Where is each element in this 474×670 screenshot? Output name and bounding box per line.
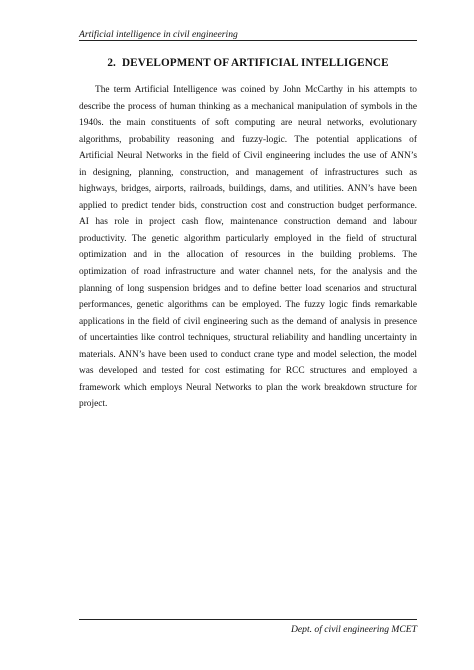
- body-line: highways, bridges, airports, railroads, buildings, dams, and utilities. ANN’s have been: [79, 184, 417, 195]
- body-line: 1940s. the main constituents of soft computing are neural networks, evolutionary: [79, 118, 417, 129]
- body-line: The term Artificial Intelligence was coined by John McCarthy in his attempts to: [95, 85, 417, 95]
- body-paragraph: [79, 82, 417, 413]
- body-line: applied to predict tender bids, construction cost and construction budget performance.: [79, 200, 417, 211]
- body-line: optimization and in the allocation of resources in the building problems. The: [79, 250, 417, 261]
- body-line: algorithms, probability reasoning and fuzzy-logic. The potential applications of: [79, 134, 417, 145]
- body-line: Artificial Neural Networks in the field of Civil engineering includes the use of ANN’s: [79, 151, 417, 162]
- body-line: framework which employs Neural Networks to plan the work breakdown structure for: [79, 382, 417, 393]
- body-line: planning of long suspension bridges and to define better load scenarios and structural: [79, 283, 417, 294]
- section-title: DEVELOPMENT OF ARTIFICIAL INTELLIGENCE: [121, 57, 389, 69]
- body-line: performances, genetic algorithms can be employed. The fuzzy logic finds remarkable: [79, 300, 417, 311]
- body-line: of uncertainties like control techniques, structural reliability and handling uncertainty in: [79, 333, 417, 344]
- header-divider: [79, 40, 417, 41]
- running-header: Artificial intelligence in civil engineering: [79, 29, 238, 40]
- body-line: materials. ANN’s have been used to conduct crane type and model selection, the model: [79, 349, 417, 360]
- footer-divider: [79, 619, 417, 620]
- section-number: 2.: [107, 57, 116, 69]
- section-heading: [79, 56, 417, 70]
- body-line: in designing, planning, construction, and management of infrastructures such as: [79, 167, 417, 178]
- body-line: was developed and tested for cost estimating for RCC structures and employed a: [79, 366, 417, 377]
- body-line: project.: [79, 399, 108, 410]
- body-line: applications in the field of civil engineering such as the demand of analysis in presence: [79, 316, 417, 327]
- body-line: optimization of road infrastructure and water channel nets, for the analysis and the: [79, 267, 417, 278]
- running-footer: Dept. of civil engineering MCET: [290, 624, 417, 635]
- body-line: productivity. The genetic algorithm particularly employed in the field of structural: [79, 233, 417, 244]
- body-line: AI has role in project cash flow, maintenance construction demand and labour: [79, 217, 417, 228]
- body-line: describe the process of human thinking as a mechanical manipulation of symbols in the: [79, 101, 417, 112]
